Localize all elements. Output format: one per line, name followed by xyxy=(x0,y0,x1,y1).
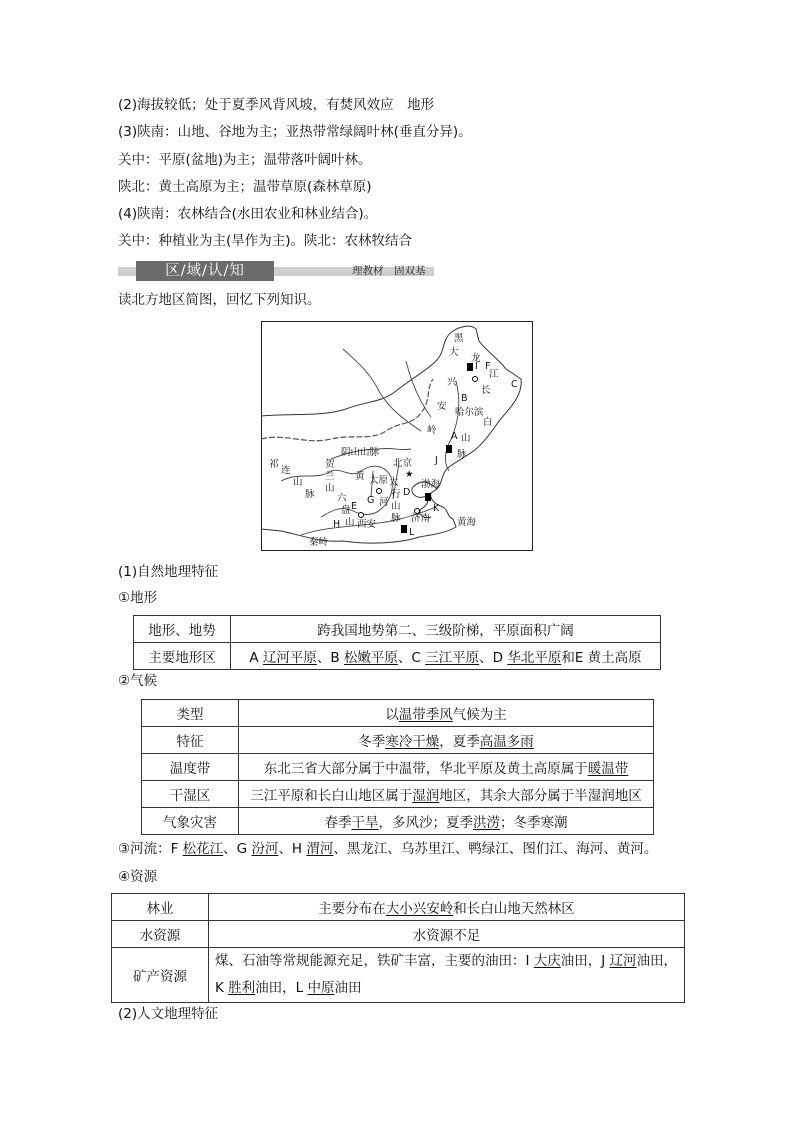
text-line: 陕北：黄土高原为主；温带草原(森林草原) xyxy=(118,179,372,195)
map-label: A xyxy=(451,431,458,442)
oilfield-marker xyxy=(467,363,473,371)
answer-blank: 大庆 xyxy=(533,953,561,969)
text-line: 关中：种植业为主(旱作为主)。陕北：农林牧结合 xyxy=(118,233,413,249)
city-marker xyxy=(377,489,382,494)
map-label: K xyxy=(433,503,440,514)
banner-subtitle: 理教材 固双基 xyxy=(352,265,426,277)
oilfield-marker xyxy=(401,525,407,533)
map-label: 安 xyxy=(437,401,447,412)
map-label: 连 xyxy=(281,465,291,476)
map-label: ★ xyxy=(405,469,414,480)
answer-blank: 松花江 xyxy=(182,841,224,857)
table-row xyxy=(142,781,654,808)
table-value: 跨我国地势第二、三级阶梯，平原面积广阔 xyxy=(231,616,661,643)
banner-title: 区/域/认/知 xyxy=(136,261,274,281)
table-row xyxy=(134,616,661,643)
text-line: (2)海拔较低；处于夏季风背风坡，有焚风效应 地形 xyxy=(118,97,435,113)
map-label: 六 xyxy=(337,493,347,504)
climate-table xyxy=(141,699,654,835)
table-row xyxy=(112,894,685,921)
oilfield-marker xyxy=(446,445,452,453)
map-label: F xyxy=(485,361,491,372)
table-key: 林业 xyxy=(112,894,209,921)
map-label: 山 xyxy=(461,433,471,444)
map-label: 阴山山脉 xyxy=(341,447,380,458)
map-label: D xyxy=(403,487,411,498)
answer-blank: 洪涝 xyxy=(473,815,500,831)
map-label: 脉 xyxy=(457,449,467,460)
text-line: (4)陕南：农林结合(水田农业和林业结合)。 xyxy=(118,206,378,222)
map-label: I xyxy=(475,361,478,372)
map-label: 山 xyxy=(345,517,355,528)
map-label: 济南 xyxy=(411,513,431,524)
map-label: H xyxy=(333,519,341,530)
rivers-text: ③河流：F 松花江、G 汾河、H 渭河、黑龙江、乌苏里江、鸭绿江、图们江、海河、黄河。 xyxy=(118,841,658,857)
table-value: 以温带季风气候为主 xyxy=(239,700,654,727)
table-key: 水资源 xyxy=(112,921,209,948)
map-label: 脉 xyxy=(391,513,401,524)
table-value: 东北三省大部分属于中温带，华北平原及黄土高原属于暖温带 xyxy=(239,754,654,781)
map-label: 贺 xyxy=(325,459,335,470)
map-label: 哈尔滨 xyxy=(455,407,484,418)
table-key: 特征 xyxy=(142,727,239,754)
map-label: 江 xyxy=(489,369,499,380)
answer-blank: 暖温带 xyxy=(587,761,629,777)
map-label: 盘 xyxy=(341,505,351,516)
table-row xyxy=(112,948,685,1003)
table-key: 矿产资源 xyxy=(112,948,209,1003)
map-label: 龙 xyxy=(471,353,481,364)
map-label: C xyxy=(511,379,518,390)
map-label: 渤海 xyxy=(421,479,441,490)
map-label: 长 xyxy=(481,385,491,396)
table-row xyxy=(142,700,654,727)
resource-table xyxy=(111,893,685,1003)
map-label: 山 xyxy=(325,483,335,494)
map-label: J xyxy=(435,455,438,466)
table-key: 温度带 xyxy=(142,754,239,781)
map-label: 秦岭 xyxy=(309,537,329,548)
table-value: 水资源不足 xyxy=(209,921,685,948)
table-row xyxy=(134,643,661,670)
map-label: 西安 xyxy=(357,519,377,530)
answer-blank: 干旱 xyxy=(351,815,379,831)
table-value: 主要分布在大小兴安岭和长白山地天然林区 xyxy=(209,894,685,921)
answer-blank: 湿润 xyxy=(412,788,440,804)
table-key: 主要地形区 xyxy=(134,643,231,670)
section-banner xyxy=(118,261,434,281)
answer-blank: 大小兴安岭 xyxy=(385,901,454,917)
subsection-title: ①地形 xyxy=(118,590,158,606)
map-label: 河 xyxy=(379,497,389,508)
map-label: 山 xyxy=(391,501,401,512)
map-label: 脉 xyxy=(305,489,315,500)
text-line: 关中：平原(盆地)为主；温带落叶阔叶林。 xyxy=(118,152,372,168)
table-key: 气象灾害 xyxy=(142,808,239,835)
map-label: L xyxy=(409,527,415,538)
map-label: 大 xyxy=(449,347,459,358)
table-key: 类型 xyxy=(142,700,239,727)
table-row xyxy=(112,921,685,948)
answer-blank: 华北平原 xyxy=(507,650,562,666)
city-marker xyxy=(473,377,478,382)
answer-blank: 温带季风 xyxy=(398,707,453,723)
map-label: 兴 xyxy=(447,377,457,388)
text-line: (3)陕南：山地、谷地为主；亚热带常绿阔叶林(垂直分异)。 xyxy=(118,124,472,140)
answer-blank: 三江平原 xyxy=(425,650,480,666)
table-row xyxy=(142,808,654,835)
table-row xyxy=(142,754,654,781)
map-label: 祁 xyxy=(269,459,279,470)
section-title: (2)人文地理特征 xyxy=(118,1006,219,1022)
answer-blank: 辽河平原 xyxy=(262,650,317,666)
table-value: 春季干旱，多风沙；夏季洪涝；冬季寒潮 xyxy=(239,808,654,835)
map-label: E xyxy=(351,501,358,512)
map-label: 北京 xyxy=(393,458,413,469)
table-row xyxy=(142,727,654,754)
section-title: (1)自然地理特征 xyxy=(118,564,219,580)
map-label: 白 xyxy=(483,417,493,428)
table-value: A 辽河平原、B 松嫩平原、C 三江平原、D 华北平原和E 黄土高原 xyxy=(231,643,661,670)
north-china-map xyxy=(261,321,533,551)
answer-blank: 寒冷干燥 xyxy=(385,734,440,750)
table-value: 三江平原和长白山地区属于湿润地区，其余大部分属于半湿润地区 xyxy=(239,781,654,808)
subsection-title: ②气候 xyxy=(118,673,158,689)
map-label: 黑 xyxy=(454,333,464,344)
map-label: 黄海 xyxy=(457,517,477,528)
table-value: 煤、石油等常规能源充足，铁矿丰富，主要的油田：I 大庆油田，J 辽河油田， K 胜利油田，L 中原油田 xyxy=(209,948,685,1003)
map-label: 兰 xyxy=(325,471,335,482)
map-label: 黄 xyxy=(355,471,365,482)
map-label: G xyxy=(367,495,375,506)
answer-blank: 高温多雨 xyxy=(479,734,534,750)
answer-blank: 渭河 xyxy=(306,841,334,857)
terrain-table xyxy=(133,615,661,670)
map-label: 太原 xyxy=(369,475,389,486)
map-label: 山 xyxy=(293,477,303,488)
table-key: 干湿区 xyxy=(142,781,239,808)
map-label: 行 xyxy=(391,489,401,500)
answer-blank: 松嫩平原 xyxy=(343,650,398,666)
city-marker xyxy=(359,513,364,518)
answer-blank: 胜利 xyxy=(228,980,256,996)
table-key: 地形、地势 xyxy=(134,616,231,643)
subsection-title: ④资源 xyxy=(118,869,158,885)
map-label: B xyxy=(461,393,468,404)
answer-blank: 辽河 xyxy=(609,953,637,969)
map-label: 太 xyxy=(389,477,399,488)
answer-blank: 中原 xyxy=(307,980,335,996)
map-label: 岭 xyxy=(427,425,437,436)
oilfield-marker xyxy=(425,493,431,501)
intro-text: 读北方地区简图，回忆下列知识。 xyxy=(118,292,321,308)
table-value: 冬季寒冷干燥，夏季高温多雨 xyxy=(239,727,654,754)
answer-blank: 汾河 xyxy=(251,841,279,857)
